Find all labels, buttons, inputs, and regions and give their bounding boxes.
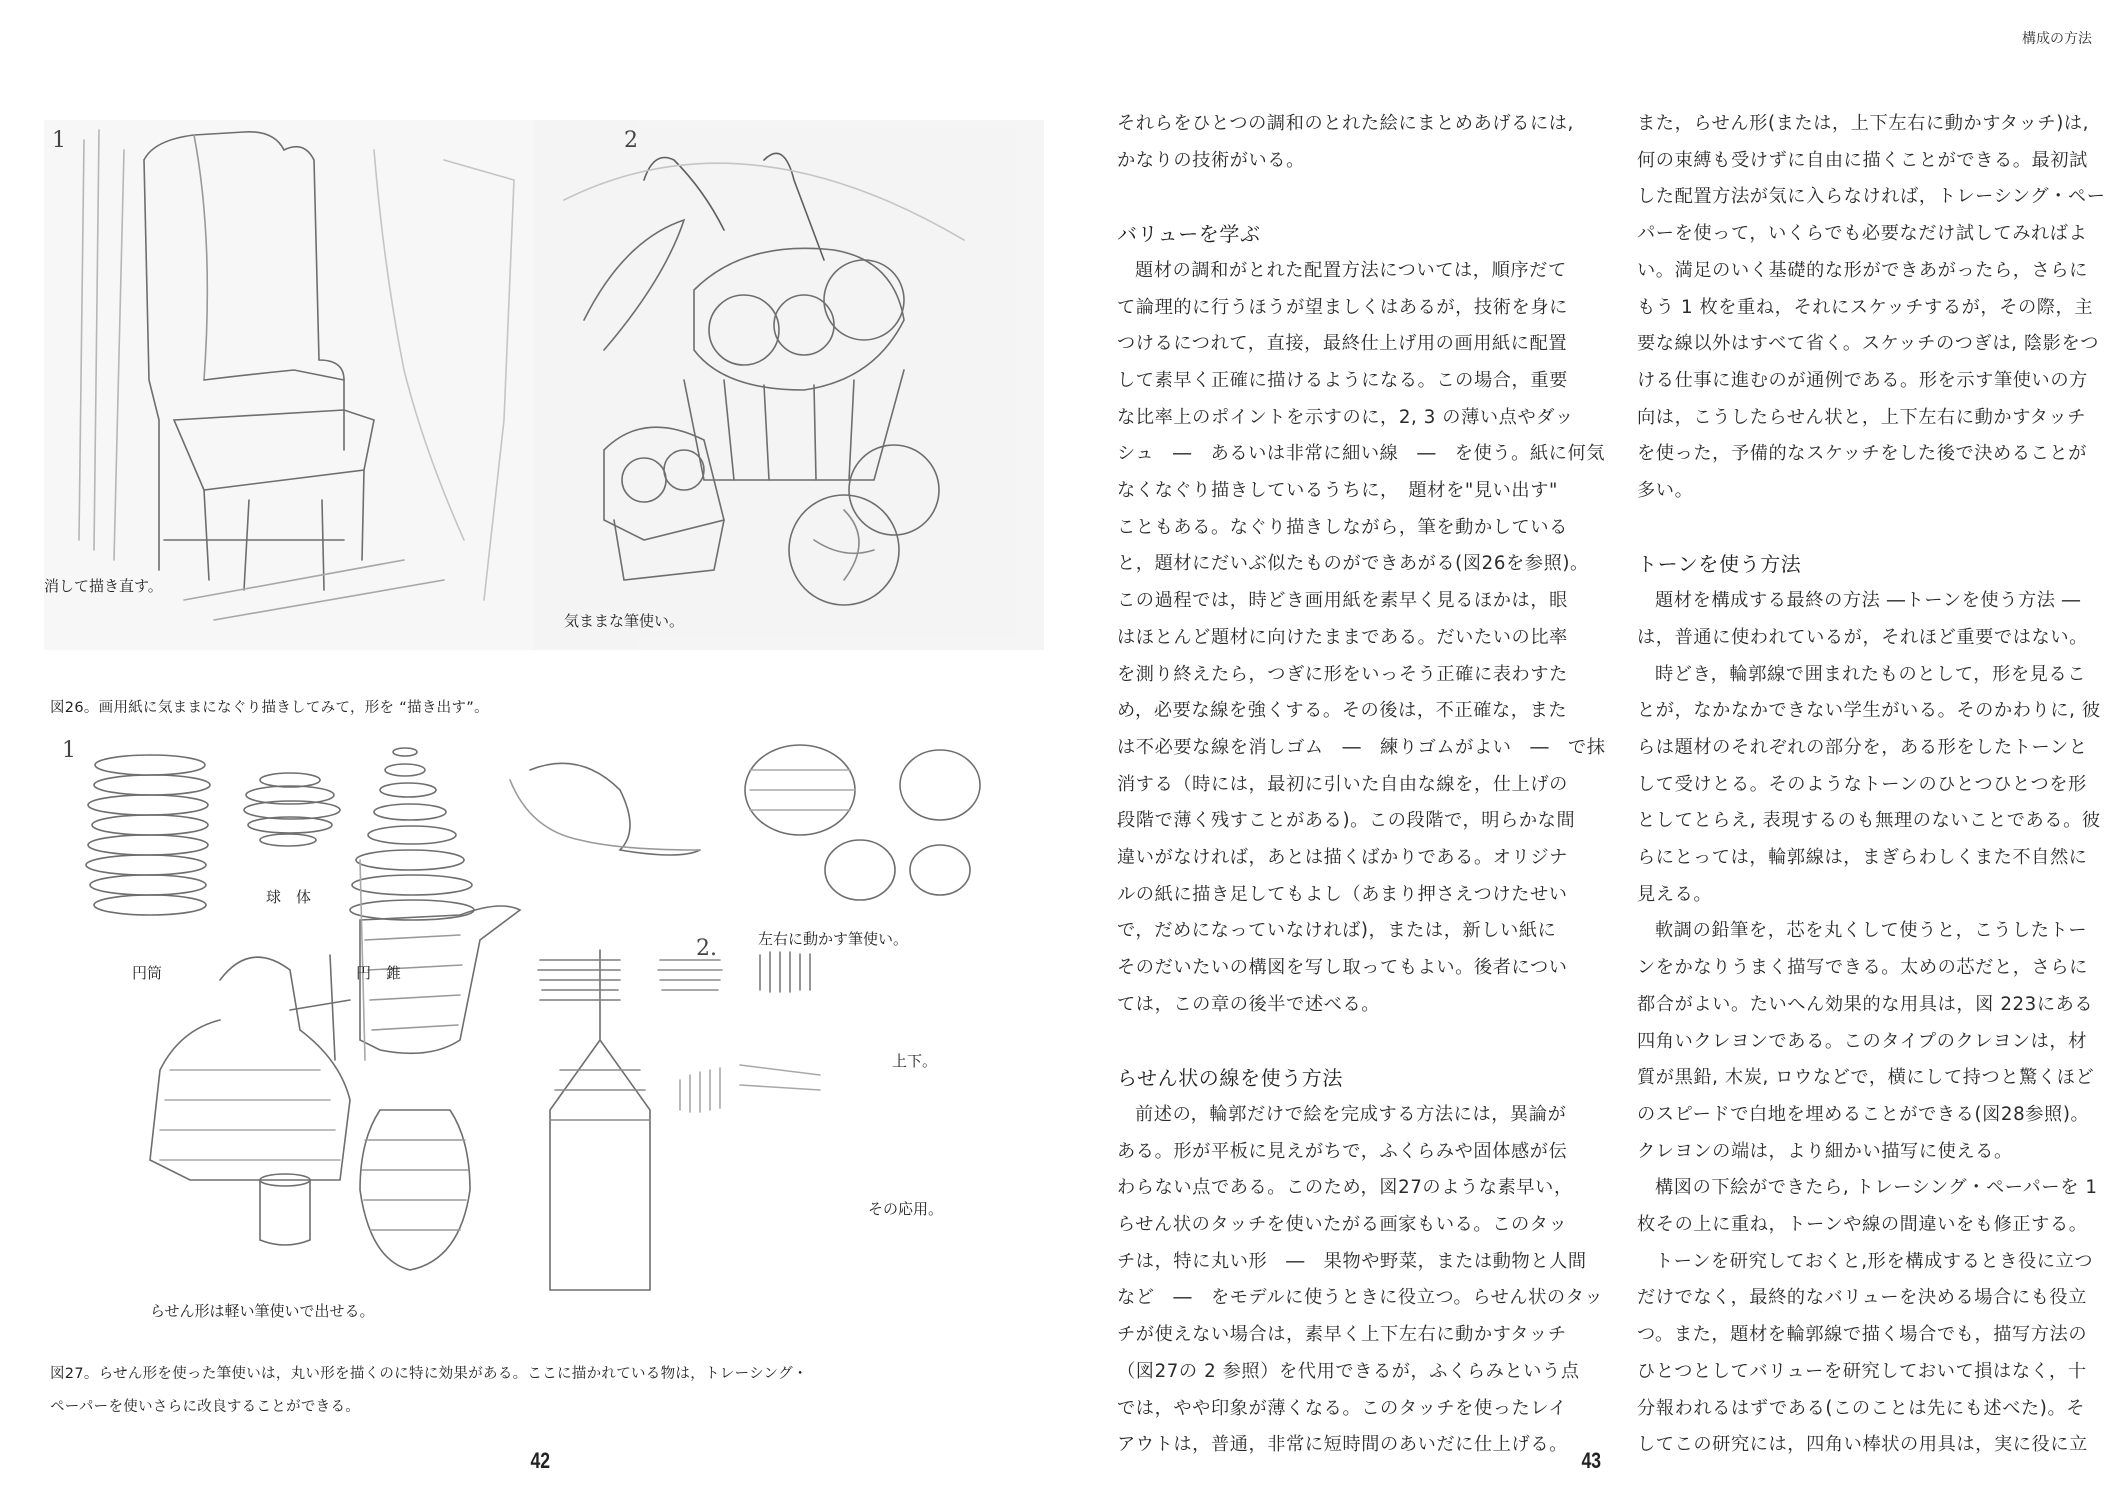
text-line: 軟調の鉛筆を，芯を丸くして使うと，こうしたトー [1655,920,2088,942]
text-line: ある。形が平板に見えがちで，ふくらみや固体感が伝 [1117,1140,1568,1162]
label-application: その応用。 [868,1200,944,1218]
text-line: 見える。 [1637,883,1713,905]
text-line: ひとつとしてバリューを研究しておいて損はなく，十 [1637,1360,2087,1382]
text-line: だけでなく，最終的なバリューを決める場合にも役立 [1637,1287,2087,1309]
label-cylinder: 円筒 [132,964,163,982]
text-line: はほとんど題材に向けたままである。だいたいの比率 [1117,626,1568,648]
figure-26-sketch [44,120,1044,680]
text-line: かなりの技術がいる。 [1117,149,1305,171]
section-heading: バリューを学ぶ [1117,222,1261,247]
label-left-right-stroke: 左右に動かす筆使い。 [758,930,909,948]
text-line: ける仕事に進むのが通例である。形を示す筆使いの方 [1637,369,2088,391]
text-line: とが，なかなかできない学生がいる。そのかわりに, 彼 [1637,700,2101,722]
text-line: て論理的に行うほうが望ましくはあるが，技術を身に [1117,296,1568,318]
text-line: では，やや印象が薄くなる。このタッチを使ったレイ [1117,1397,1567,1419]
text-line: ンをかなりうまく描写できる。太めの芯だと，さらに [1637,957,2088,979]
text-line: としてとらえ, 表現するのも無理のないことである。彼 [1637,810,2101,832]
text-line: らは題材のそれぞれの部分を，ある形をしたトーンと [1637,736,2088,758]
text-line: 構図の下絵ができたら, トレーシング・ペーパーを 1 [1655,1177,2098,1199]
text-line: 要な線以外はすべて省く。スケッチのつぎは, 陰影をつ [1637,333,2100,355]
text-line: を測り終えたら，つぎに形をいっそう正確に表わすた [1117,663,1568,685]
text-line: 何の束縛も受けずに自由に描くことができる。最初試 [1637,149,2088,171]
spiral-cylinder [86,755,210,915]
text-line: わらない点である。このため，図27のような素早い， [1117,1177,1573,1199]
paragraph-gap [1117,1024,1617,1061]
text-line: め，必要な線を強くする。その後は，不正確な，また [1117,700,1568,722]
text-line: つ。また，題材を輪郭線で描く場合でも，描写方法の [1637,1324,2088,1346]
text-line: それらをひとつの調和のとれた絵にまとめあげるには, [1117,113,1574,134]
text-line: して素早く正確に描けるようになる。この場合，重要 [1117,369,1568,391]
text-line: この過程では，時どき画用紙を素早く見るほかは，眼 [1117,590,1568,612]
text-line: クレヨンの端は，より細かい描写に使える。 [1637,1140,2013,1162]
text-line: つけるにつれて，直接，最終仕上げ用の画用紙に配置 [1117,333,1568,355]
text-line: らせん状のタッチを使いたがる画家もいる。このタッ [1117,1214,1568,1236]
figure-26-label-free-stroke: 気ままな筆使い。 [564,612,685,630]
text-line: （図27の 2 参照）を代用できるが，ふくらみという点 [1117,1360,1580,1382]
text-line: した配置方法が気に入らなければ，トレーシング・ペー [1637,186,2106,208]
text-column-1 [1117,106,1617,1464]
text-line: もう 1 枚を重ね，それにスケッチするが，その際，主 [1637,296,2094,318]
label-light-touch: らせん形は軽い筆使いで出せる。 [150,1302,375,1320]
figure-26-label-erase: 消して描き直す。 [44,577,163,595]
text-line: 多い。 [1637,480,1694,502]
paragraph-gap [1637,510,2107,547]
text-line: らにとっては，輪郭線は，まぎらわしくまた不自然に [1637,847,2088,869]
text-line: 時どき，輪郭線で囲まれたものとして，形を見るこ [1655,663,2087,685]
figure-26-panel-2-number: 2 [624,128,638,153]
text-line: 前述の，輪郭だけで絵を完成する方法には，異論が [1135,1103,1567,1125]
label-up-down: 上下。 [892,1052,938,1070]
running-head: 構成の方法 [2022,31,2092,47]
text-line: 題材の調和がとれた配置方法については，順序だて [1135,259,1567,281]
text-line: と，題材にだいぶ似たものができあがる(図26を参照)。 [1117,553,1589,575]
page-number-42: 42 [530,1448,551,1473]
label-sphere: 球 体 [266,888,312,906]
text-line: こともある。なぐり描きしながら，筆を動かしている [1117,516,1568,538]
spiral-cone [350,748,474,920]
figure-27-panel-2-number: 2. [696,936,717,961]
text-line: 都合がよい。たいへん効果的な用具は，図 223にある [1637,993,2094,1015]
text-line: してこの研究には，四角い棒状の用具は，実に役に立 [1637,1434,2088,1456]
text-line: なくなぐり描きしているうちに， 題材を"見い出す" [1117,480,1558,502]
figure-26-caption: 図26。画用紙に気ままになぐり描きしてみて，形を “描き出す”。 [50,700,489,716]
figure-27-panel-1-number: 1 [62,738,76,763]
text-line: 段階で薄く残すことがある)。この段階で，明らかな間 [1117,810,1576,832]
section-heading: らせん状の線を使う方法 [1117,1066,1343,1091]
text-line: な比率上のポイントを示すのに，2, 3 の薄い点やダッ [1117,406,1574,428]
text-line: は不必要な線を消しゴム ― 練りゴムがよい ― で抹 [1117,736,1606,758]
text-line: 題材を構成する最終の方法 ―トーンを使う方法 ― [1655,590,2081,612]
spiral-sphere [244,773,340,846]
text-line: 消する（時には，最初に引いた自由な線を，仕上げの [1117,773,1568,795]
figure-27-sketch [60,740,1040,1330]
text-line: 四角いクレヨンである。このタイプのクレヨンは，材 [1637,1030,2087,1052]
text-line: 分報われるはずである(このことは先にも述べた)。そ [1637,1397,2086,1419]
text-line: は，普通に使われているが，それほど重要ではない。 [1637,626,2088,648]
text-column-2 [1637,106,2107,1464]
paragraph-gap [1117,179,1617,216]
text-line: ルの紙に描き足してもよし（あまり押さえつけたせい [1117,883,1568,905]
text-line: 違いがなければ，あとは描くばかりである。オリジナ [1117,847,1568,869]
figure-27 [60,740,1040,1330]
text-line: シュ ― あるいは非常に細い線 ― を使う。紙に何気 [1117,443,1606,465]
text-line: チは，特に丸い形 ― 果物や野菜，または動物と人間 [1117,1250,1587,1272]
figure-27-caption-line-2: ペーパーを使いさらに改良することができる。 [50,1399,361,1415]
text-line: 枚その上に重ね，トーンや線の間違いをも修正する。 [1637,1214,2088,1236]
text-line: トーンを研究しておくと,形を構成するとき役に立つ [1655,1250,2094,1272]
text-line: チが使えない場合は，素早く上下左右に動かすタッチ [1117,1324,1567,1346]
text-line: また，らせん形(または，上下左右に動かすタッチ)は, [1637,113,2090,134]
section-heading: トーンを使う方法 [1637,552,1802,577]
text-line: を使った，予備的なスケッチをした後で決めることが [1637,443,2087,465]
text-line: ては，この章の後半で述べる。 [1117,993,1381,1015]
figure-26 [44,120,1044,680]
page-number-43: 43 [1581,1448,1602,1473]
text-line: パーを使って，いくらでも必要なだけ試してみればよ [1637,223,2088,245]
figure-27-caption-line-1: 図27。らせん形を使った筆使いは，丸い形を描くのに特に効果がある。ここに描かれている物は，トレーシング・ [50,1366,808,1382]
text-line: そのだいたいの構図を写し取ってもよい。後者につい [1117,957,1568,979]
text-line: 質が黒鉛, 木炭, ロウなどで，横にして持つと驚くほど [1637,1067,2095,1089]
right-page [1059,0,2118,1500]
figure-26-panel-1-number: 1 [52,128,66,153]
text-line: して受けとる。そのようなトーンのひとつひとつを形 [1637,773,2087,795]
text-line: アウトは，普通，非常に短時間のあいだに仕上げる。 [1117,1434,1568,1456]
text-line: い。満足のいく基礎的な形ができあがったら，さらに [1637,259,2088,281]
text-line: など ― をモデルに使うときに役立つ。らせん状のタッ [1117,1287,1604,1309]
text-line: のスピードで白地を埋めることができる(図28参照)。 [1637,1103,2090,1125]
text-line: 向は，こうしたらせん状と，上下左右に動かすタッチ [1637,406,2087,428]
label-cone: 円 錐 [356,964,402,982]
text-line: で，だめになっていなければ)，または，新しい紙に [1117,920,1557,942]
